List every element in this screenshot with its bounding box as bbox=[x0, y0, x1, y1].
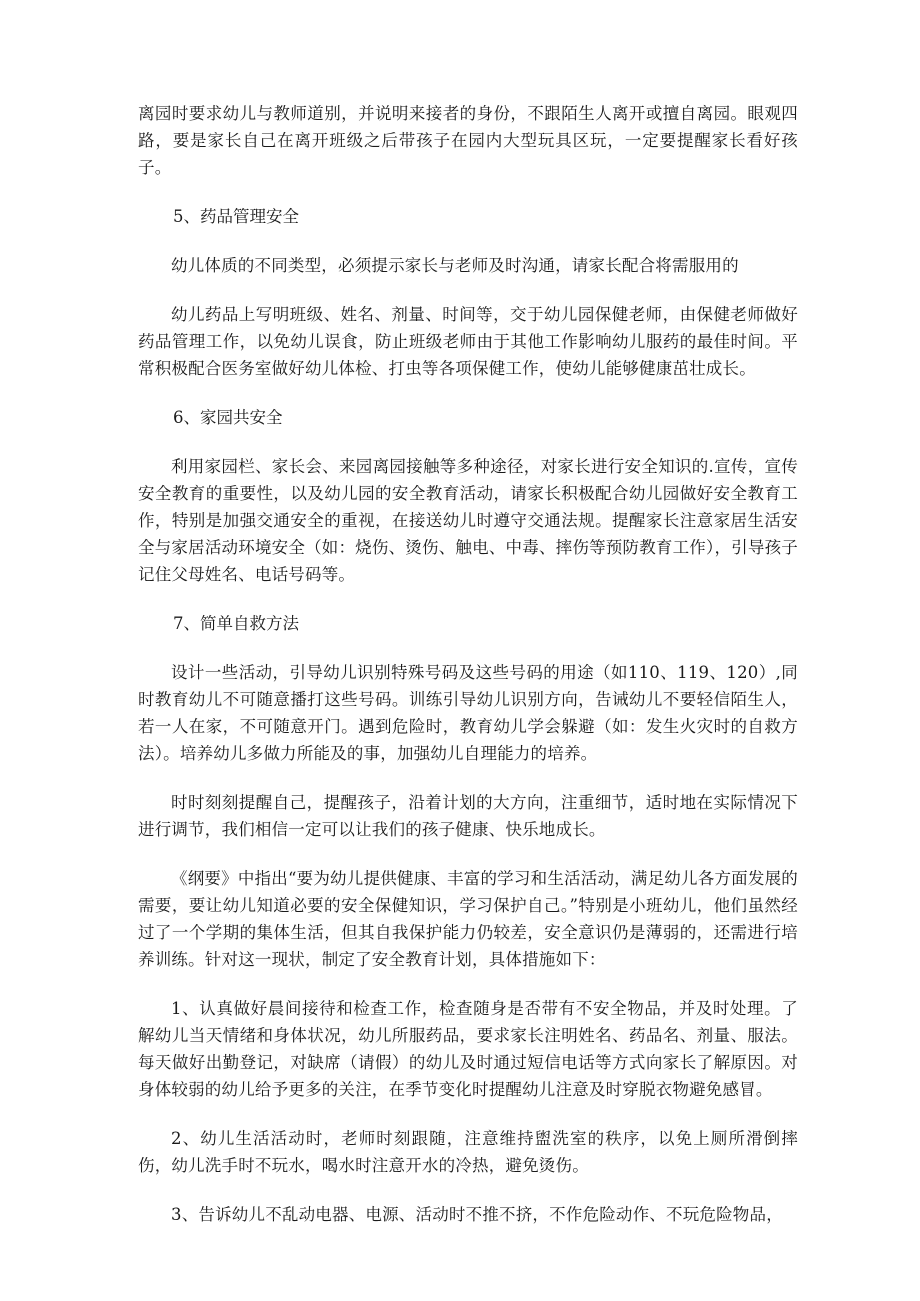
paragraph-self-rescue: 设计一些活动，引导幼儿识别特殊号码及这些号码的用途（如110、119、120）,同时教育幼儿不可随意播打这些号码。训练引导幼儿识别方向，告诫幼儿不要轻信陌生人，若一人在家，不可随意开门。遇到危险时，教育幼儿学会躲避（如：发生火灾时的自救方法）。培养幼儿多做力所能及的事，加强幼儿自理能力的培养。 bbox=[138, 663, 798, 763]
paragraph-medicine-details: 幼儿药品上写明班级、姓名、剂量、时间等，交于幼儿园保健老师，由保健老师做好药品管理工作，以免幼儿误食，防止班级老师由于其他工作影响幼儿服药的最佳时间。平常积极配合医务室做好幼儿体检、打虫等各项保健工作，使幼儿能够健康茁壮成长。 bbox=[138, 305, 798, 378]
document-page bbox=[138, 100, 798, 1228]
spacer bbox=[138, 279, 798, 301]
spacer bbox=[138, 230, 798, 252]
paragraph-measure-2: 2、幼儿生活活动时，老师时刻跟随，注意维持盥洗室的秩序，以免上厕所滑倒摔伤，幼儿洗手时不玩水，喝水时注意开水的冷热，避免烫伤。 bbox=[138, 1129, 798, 1175]
paragraph-home-school: 利用家园栏、家长会、来园离园接触等多种途径，对家长进行安全知识的.宣传，宣传安全教育的重要性，以及幼儿园的安全教育活动，请家长积极配合幼儿园做好安全教育工作，特别是加强交通安全的重视，在接送幼儿时遵守交通法规。提醒家长注意家居生活安全与家居活动环境安全（如：烧伤、烫伤、触电、中毒、摔伤等预防教育工作），引导孩子记住父母姓名、电话号码等。 bbox=[138, 457, 798, 584]
paragraph-measure-1: 1、认真做好晨间接待和检查工作，检查随身是否带有不安全物品，并及时处理。了解幼儿当天情绪和身体状况，幼儿所服药品，要求家长注明姓名、药品名、剂量、服法。每天做好出勤登记，对缺席（请假）的幼儿及时通过短信电话等方式向家长了解原因。对身体较弱的幼儿给予更多的关注，在季节变化时提醒幼儿注意及时穿脱衣物避免感冒。 bbox=[138, 999, 798, 1099]
spacer bbox=[138, 431, 798, 453]
spacer bbox=[138, 382, 798, 404]
heading-medicine-safety: 5、药品管理安全 bbox=[173, 207, 299, 226]
heading-self-rescue: 7、简单自救方法 bbox=[173, 614, 299, 633]
paragraph-pickup-safety: 离园时要求幼儿与教师道别，并说明来接者的身份，不跟陌生人离开或擅自离园。眼观四路，要是家长自己在离开班级之后带孩子在园内大型玩具区玩，一定要提醒家长看好孩子。 bbox=[138, 104, 798, 177]
spacer bbox=[138, 843, 798, 865]
spacer bbox=[138, 181, 798, 203]
spacer bbox=[138, 1103, 798, 1125]
spacer bbox=[138, 637, 798, 659]
spacer bbox=[138, 767, 798, 789]
spacer bbox=[138, 1179, 798, 1201]
paragraph-medicine-intro: 幼儿体质的不同类型，必须提示家长与老师及时沟通，请家长配合将需服用的 bbox=[171, 256, 739, 275]
spacer bbox=[138, 973, 798, 995]
paragraph-measure-3: 3、告诉幼儿不乱动电器、电源、活动时不推不挤，不作危险动作、不玩危险物品， bbox=[171, 1205, 783, 1224]
heading-home-school-safety: 6、家园共安全 bbox=[173, 408, 283, 427]
paragraph-reminder: 时时刻刻提醒自己，提醒孩子，沿着计划的大方向，注重细节，适时地在实际情况下进行调节，我们相信一定可以让我们的孩子健康、快乐地成长。 bbox=[138, 793, 798, 839]
paragraph-outline-quote: 《纲要》中指出“要为幼儿提供健康、丰富的学习和生活活动，满足幼儿各方面发展的需要，要让幼儿知道必要的安全保健知识，学习保护自己。”特别是小班幼儿，他们虽然经过了一个学期的集体生活，但其自我保护能力仍较差，安全意识仍是薄弱的，还需进行培养训练。针对这一现状，制定了安全教育计划，具体措施如下： bbox=[138, 869, 798, 969]
spacer bbox=[138, 588, 798, 610]
